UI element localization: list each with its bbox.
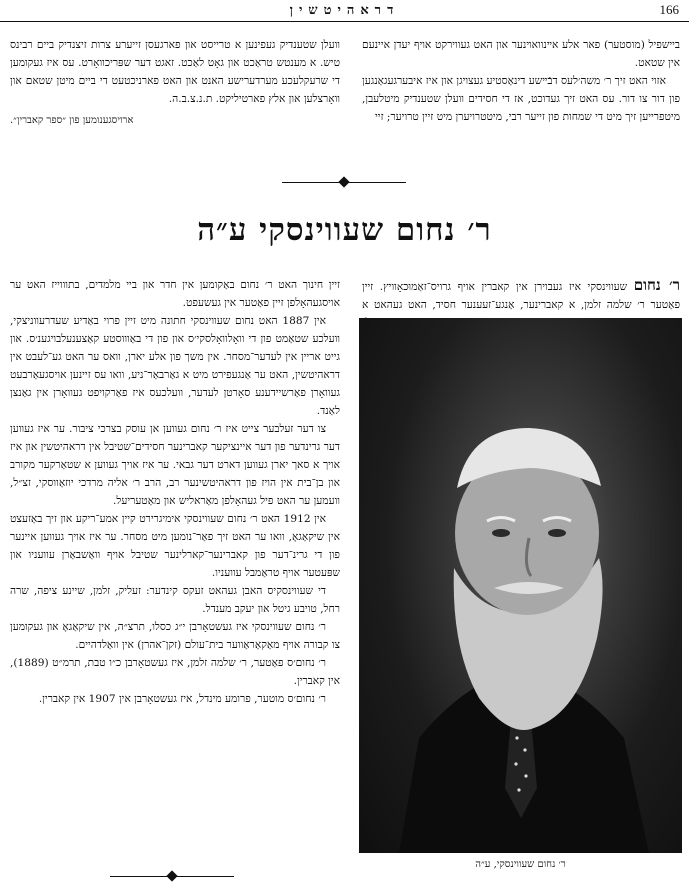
top-right-paragraph: ביישפיל (מוסטער) פאר אלע אײנוואױנער און האט געווירקט אויף יעדן איינעם אין שטאט.: [362, 39, 680, 69]
article-paragraph: צו דער זעלבער צייט איז ר׳ נחום געווען אן עוסק בצרכי ציבור. ער איז געווען דער גרינדער פון דער איינציקער קאברינער חסידים־שטיבל אין דראהיטשין און איז אויך א סאך יארן געווען דארט דער גבאי. ער איז אויך געווען א שטאַרקער מקורב און בן־בית אין הויז פון דראהיטשינער רב, הרב ר׳ אליה מרדכי יוזאַווסקי, זצ״ל, וועמען ער האט פיל געהאָלפן מאַראליש און מאַטעריעל.: [10, 423, 340, 507]
article-paragraph: ר׳ נחום שעווינסקי איז געשטאָרבן י״ג כסלו, תרצ״ה, אין שיקאַגאָ און געקומען צו קבורה אויף מאַקאַראַווער בית־עולם (זקן־אהרן) אין וואַלדהיים.: [10, 621, 340, 651]
top-left-column: [10, 36, 340, 130]
intro-dropcap: ר׳ נחום: [633, 276, 680, 294]
top-right-column: [362, 36, 680, 126]
running-title: דראהיטשין: [289, 3, 400, 18]
top-left-paragraph: וועלן שטענדיק געפינען א טרייסט און פארגעסן זייערע צרות זיצנדיק ביים רבינס טיש. א מענטש טראַכט און גאָט לאַכט. זאגט דער שפּריכוואָרט. עס איז געקומען די שרעקלעכע מערדערישע האנט און האט פארניכטעט די ביים מיטן שטאם און וואָרצלען און אלץ פארטיליקט. ת.נ.צ.ב.ה.: [10, 39, 340, 105]
article-title: ר׳ נחום שעווינסקי ע״ה: [197, 212, 492, 248]
bottom-divider-ornament: [166, 870, 177, 881]
article-left-column: [10, 276, 340, 708]
top-right-paragraph: אזוי האט זיך ר׳ משה׳לעס דבֿײשע דינאַסטיע געצויגן און איז איבערגעגאַנגען פון דור צו דור. עס האט זיך געדוכט, אז די חסידים וועלן שטענדיק מיטלעבן, מיטפרייען זיך מיט די שמחות פון זייער רבי, מיטטרויערן מיט זיין טרויער; זיי: [362, 75, 680, 123]
article-paragraph: ר׳ נחום׳ס מוטער, פרומע מינדל, איז געשטאָרבן אין 1907 אין קאברין.: [38, 693, 326, 705]
article-paragraph: די שעווינסקיס האבן געהאט זעקס קינדער: זעליק, זלמן, שיינע ציפה, שרה רחל, טויבע גיטל און יעקב מענדל.: [10, 585, 340, 615]
portrait-illustration: [359, 318, 682, 853]
section-divider-ornament: [338, 176, 349, 187]
article-paragraph: ר׳ נחום׳ס פאַטער, ר׳ שלמה זלמן, איז געשטאָרבן כ״ו טבת, תרמ״ט (1889), אין קאברין.: [10, 657, 340, 687]
page-header: [0, 0, 689, 22]
source-signature: ארויסגענומען פון ״ספר קאברין״.: [10, 115, 134, 126]
page-number: 166: [659, 2, 679, 17]
photo-caption: ר׳ נחום שעווינסקי, ע״ה: [475, 859, 566, 870]
portrait-photo: [359, 318, 682, 853]
article-paragraph: אין 1887 האט נחום שעווינסקי חתונה מיט זיין פרוי באַדיע שעדרעווניצקי, וועלכע שטאַמט פון די וואָלוואָלסקי׳ס און פון די באַוווסטע קאַצענעלבויגענ׳ס. און גייט אריין אין לעדער־מסחר. אין משך פון אלע יארן, וואס ער האט גע־לעבט אין דראהיטשין, האט ער אַנגעפירט מיט א גאַרבאַר־ניע, וואו עס זיינען אויסגעאַרבעט געוואָרן פאַרשיידענע סאָרטן לעדער, וועלכעס איז פאַרקויפט געוואָרן אין גאַנצן לאַנד.: [10, 315, 340, 417]
article-paragraph: אין 1912 האט ר׳ נחום שעווינסקי אימיגרירט קיין אמע־ריקע און זיך באַזעצט אין שיקאַגאָ, וואו ער האט זיך פאַר־נומען מיט מסחר. ער איז אויך געווען איינער פון די גרינ־דער פון קאברינער־קארלינער שטיבל אויף וואַשבאַרן עוועניו און שפּעטער אויף טראַמבל עוועניו.: [10, 513, 340, 579]
intro-text: שעווינסקי איז געבוירן אין קאברין אויף גרויס־זאַמוּכאָוויץ. זיין פאַטער ר׳ שלמה זלמן, א קאברינער, אַנגע־זעענער חסיד, האט געהאט א: [362, 281, 680, 311]
article-paragraph: זיין חינוך האט ר׳ נחום באַקומען אין חדר און ביי מלמדים, בתוווייז האט ער אויסגעהאָלפן זיין פאַטער אין געשעפט.: [10, 279, 340, 309]
